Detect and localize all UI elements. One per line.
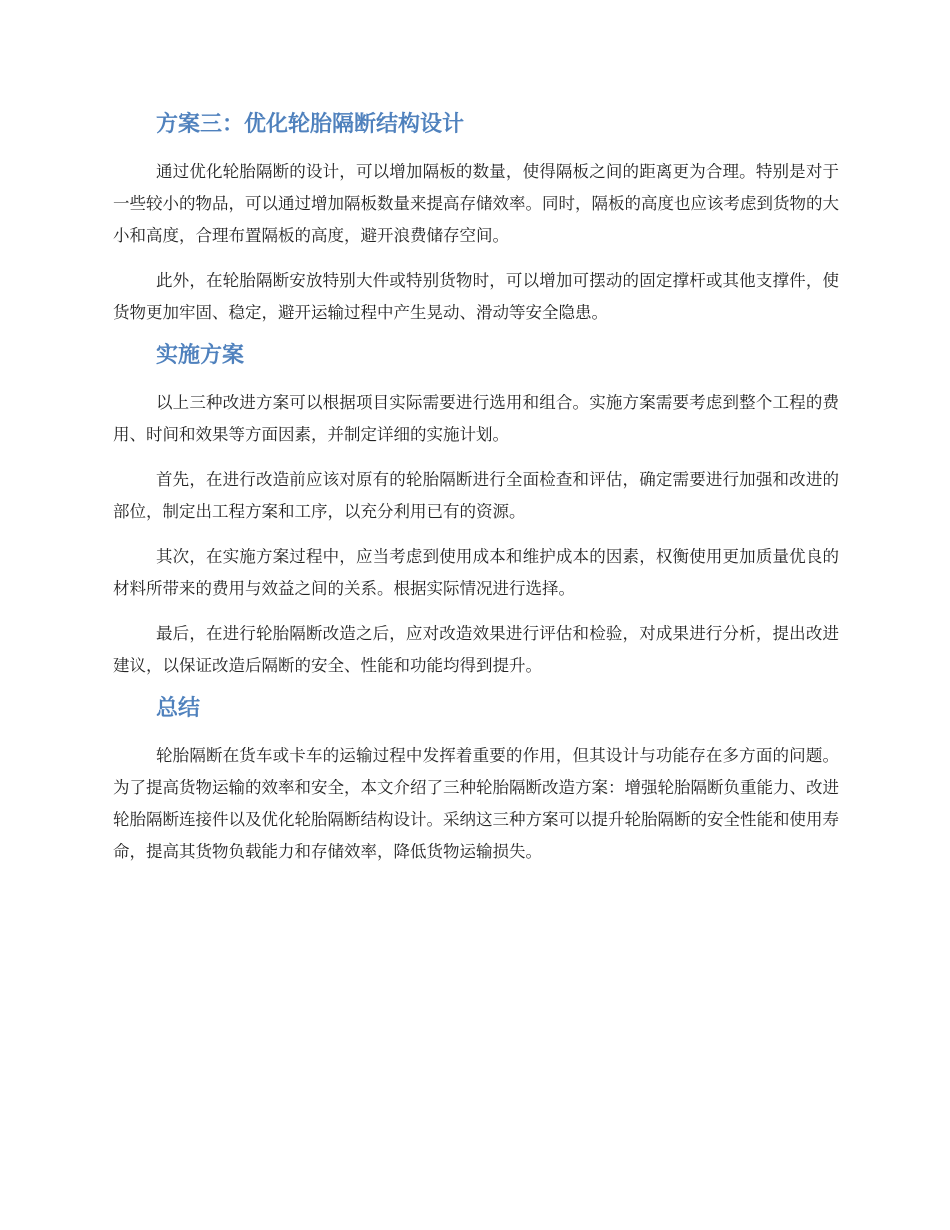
paragraph: 首先，在进行改造前应该对原有的轮胎隔断进行全面检查和评估，确定需要进行加强和改进的部位，制定出工程方案和工序，以充分利用已有的资源。 <box>113 470 839 521</box>
document-content <box>113 108 839 868</box>
paragraph: 轮胎隔断在货车或卡车的运输过程中发挥着重要的作用，但其设计与功能存在多方面的问题。为了提高货物运输的效率和安全，本文介绍了三种轮胎隔断改造方案：增强轮胎隔断负重能力、改进轮胎隔断连接件以及优化轮胎隔断结构设计。采纳这三种方案可以提升轮胎隔断的安全性能和使用寿命，提高其货物负载能力和存储效率，降低货物运输损失。 <box>113 746 839 861</box>
section-heading: 实施方案 <box>156 343 245 368</box>
section-heading: 总结 <box>156 696 201 721</box>
section-heading: 方案三：优化轮胎隔断结构设计 <box>156 112 465 137</box>
paragraph: 以上三种改进方案可以根据项目实际需要进行选用和组合。实施方案需要考虑到整个工程的费用、时间和效果等方面因素，并制定详细的实施计划。 <box>113 393 839 444</box>
paragraph: 最后，在进行轮胎隔断改造之后，应对改造效果进行评估和检验，对成果进行分析，提出改进建议，以保证改造后隔断的安全、性能和功能均得到提升。 <box>113 624 839 675</box>
paragraph: 通过优化轮胎隔断的设计，可以增加隔板的数量，使得隔板之间的距离更为合理。特别是对于一些较小的物品，可以通过增加隔板数量来提高存储效率。同时，隔板的高度也应该考虑到货物的大小和高度，合理布置隔板的高度，避开浪费储存空间。 <box>113 162 839 245</box>
section-summary <box>113 692 839 868</box>
paragraph: 此外，在轮胎隔断安放特别大件或特别货物时，可以增加可摆动的固定撑杆或其他支撑件，使货物更加牢固、稳定，避开运输过程中产生晃动、滑动等安全隐患。 <box>113 271 839 322</box>
section-implementation <box>113 339 839 682</box>
paragraph: 其次，在实施方案过程中，应当考虑到使用成本和维护成本的因素，权衡使用更加质量优良的材料所带来的费用与效益之间的关系。根据实际情况进行选择。 <box>113 547 839 598</box>
section-plan-three <box>113 108 839 329</box>
